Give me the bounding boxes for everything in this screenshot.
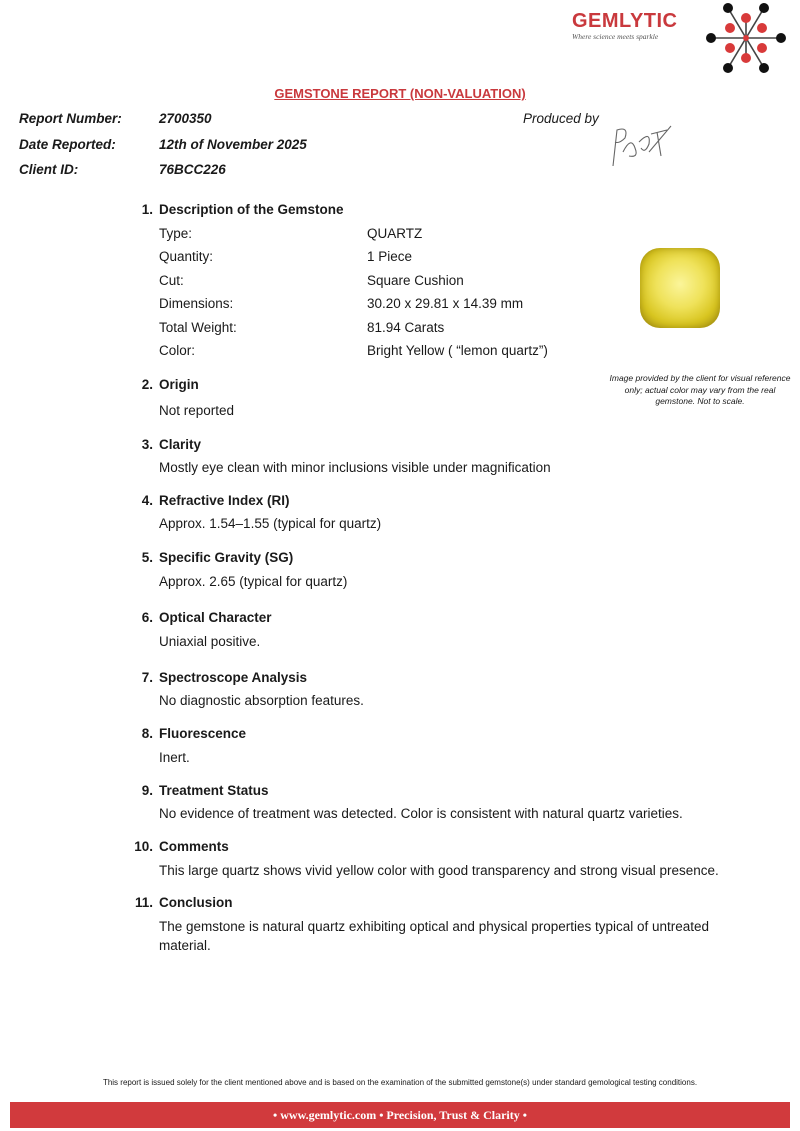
color-value: Bright Yellow ( “lemon quartz”) [367, 343, 548, 358]
section-text-fluorescence: Inert. [159, 750, 190, 765]
type-label: Type: [159, 226, 193, 241]
section-number: 6. [141, 610, 153, 625]
client-id-value: 76BCC226 [159, 162, 226, 177]
weight-label: Total Weight: [159, 320, 237, 335]
section-heading-treatment: Treatment Status [159, 783, 269, 798]
signature-icon [605, 122, 675, 173]
section-number: 7. [141, 670, 153, 685]
quantity-label: Quantity: [159, 249, 214, 264]
section-heading-conclusion: Conclusion [159, 895, 233, 910]
section-text-optical: Uniaxial positive. [159, 634, 261, 649]
footer-disclaimer: This report is issued solely for the client mentioned above and is based on the examination of the submitted gemstone(s) under standard gemological testing conditions. [102, 1078, 698, 1087]
section-text-spectroscope: No diagnostic absorption features. [159, 693, 364, 708]
section-heading-spectroscope: Spectroscope Analysis [159, 670, 308, 685]
section-text-sg: Approx. 2.65 (typical for quartz) [159, 574, 348, 589]
image-caption: Image provided by the client for visual reference only; actual color may vary from the real gemstone. Not to scale. [609, 373, 791, 406]
report-title: GEMSTONE REPORT (NON-VALUATION) [274, 86, 526, 101]
report-number-value: 2700350 [159, 111, 212, 126]
date-reported-label: Date Reported: [19, 137, 116, 152]
dimensions-label: Dimensions: [159, 296, 234, 311]
section-text-comments: This large quartz shows vivid yellow color with good transparency and strong visual presence. [159, 863, 719, 878]
section-heading-clarity: Clarity [159, 437, 202, 452]
section-heading-fluorescence: Fluorescence [159, 726, 247, 741]
footer-bar: • www.gemlytic.com • Precision, Trust & Clarity • [10, 1102, 790, 1128]
type-value: QUARTZ [367, 226, 423, 241]
section-number: 9. [141, 783, 153, 798]
section-number: 3. [141, 437, 153, 452]
section-number: 2. [141, 377, 153, 392]
report-number-label: Report Number: [19, 111, 122, 126]
client-id-label: Client ID: [19, 162, 79, 177]
section-number: 11. [134, 895, 153, 910]
logo-icon [706, 0, 786, 79]
quantity-value: 1 Piece [367, 249, 413, 264]
cut-label: Cut: [159, 273, 184, 288]
produced-by-label: Produced by [523, 111, 599, 126]
date-reported-value: 12th of November 2025 [159, 137, 307, 152]
section-number: 8. [141, 726, 153, 741]
section-text-treatment: No evidence of treatment was detected. Color is consistent with natural quartz varieties. [159, 806, 683, 821]
section-heading: Description of the Gemstone [159, 202, 344, 217]
section-heading-origin: Origin [159, 377, 199, 392]
weight-value: 81.94 Carats [367, 320, 445, 335]
dimensions-value: 30.20 x 29.81 x 14.39 mm [367, 296, 524, 311]
color-label: Color: [159, 343, 196, 358]
section-number: 4. [141, 493, 153, 508]
brand-name: GEMLYTIC [572, 10, 678, 32]
section-text-ri: Approx. 1.54–1.55 (typical for quartz) [159, 516, 382, 531]
gemstone-image [640, 248, 720, 328]
section-heading-optical: Optical Character [159, 610, 272, 625]
section-number: 5. [141, 550, 153, 565]
section-heading-comments: Comments [159, 839, 229, 854]
cut-value: Square Cushion [367, 273, 464, 288]
brand-tagline: Where science meets sparkle [572, 32, 659, 41]
section-text-conclusion: The gemstone is natural quartz exhibiting optical and physical properties typical of untreated material. [159, 919, 710, 953]
section-number: 10. [134, 839, 153, 854]
section-text-clarity: Mostly eye clean with minor inclusions visible under magnification [159, 460, 551, 475]
section-text-origin: Not reported [159, 403, 235, 418]
section-number: 1. [141, 202, 153, 217]
section-heading-sg: Specific Gravity (SG) [159, 550, 294, 565]
section-heading-ri: Refractive Index (RI) [159, 493, 290, 508]
